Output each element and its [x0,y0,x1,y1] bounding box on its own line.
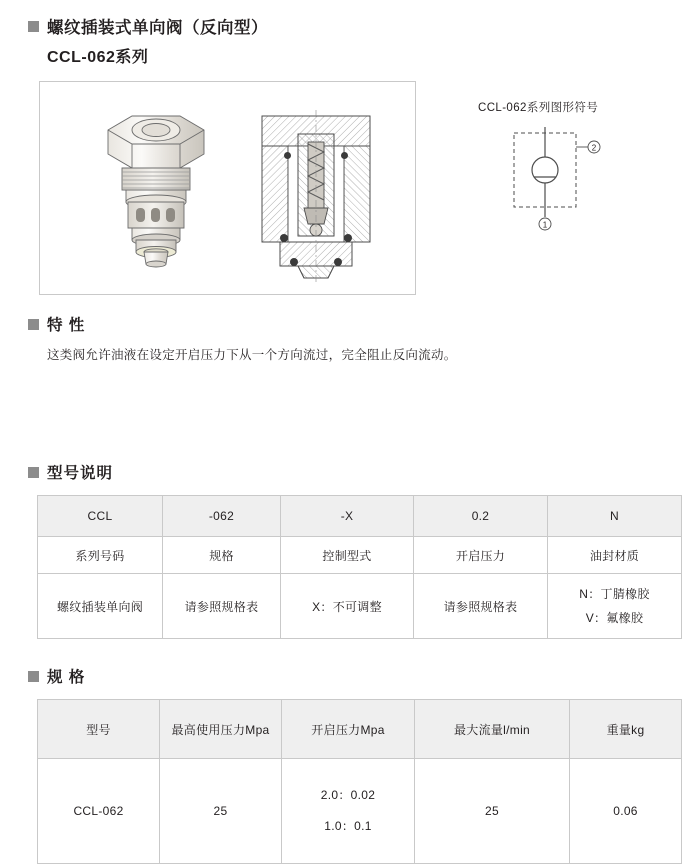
spec-header-cell: 最高使用压力Mpa [160,700,282,759]
spec-crack-pressure-cell [282,759,415,864]
spec-title: 规 格 [47,669,86,686]
symbol-section [478,99,698,230]
table-row [38,700,682,759]
page-subtitle: CCL-062系列 [47,49,149,66]
spec-header-cell: 开启压力Mpa [282,700,415,759]
table-row [38,759,682,864]
spec-header-cell: 重量kg [570,700,682,759]
model-title: 型号说明 [47,465,114,482]
main-title-row [28,14,672,38]
model-header-cell: -X [281,496,414,537]
bullet-square-icon [28,467,39,478]
cartridge-section-view [262,110,370,284]
spec-heading [28,665,672,687]
bullet-square-icon [28,21,39,32]
specification-table [37,699,682,864]
svg-text:2: 2 [591,143,597,153]
bullet-square-icon [28,671,39,682]
model-heading [28,461,672,483]
model-meaning-cell: 规格 [163,537,281,574]
crack-pressure-line-1: 2.0：0.02 [320,787,376,802]
symbol-svg [500,125,610,235]
crack-pressure-line-2: 1.0：0.1 [324,819,372,833]
model-meaning-cell: 系列号码 [38,537,163,574]
model-detail-cell: 螺纹插装单向阀 [38,574,163,639]
seal-option-v: V：氟橡胶 [585,611,644,625]
spec-model-cell: CCL-062 [38,759,160,864]
table-row [38,537,682,574]
model-detail-cell: X：不可调整 [281,574,414,639]
model-explanation-table [37,495,682,639]
feature-heading [28,313,672,335]
product-drawing-svg [40,82,415,294]
model-meaning-cell: 油封材质 [548,537,682,574]
symbol-caption: CCL-062系列图形符号 [478,102,599,114]
table-row [38,574,682,639]
bullet-square-icon [28,319,39,330]
svg-text:1: 1 [542,220,548,230]
figure-row [28,81,672,303]
model-header-cell: 0.2 [414,496,548,537]
model-header-cell: N [548,496,682,537]
feature-title: 特 性 [47,317,86,334]
model-header-cell: -062 [163,496,281,537]
table-row [38,496,682,537]
spec-header-cell: 最大流量l/min [415,700,570,759]
cartridge-3d-view [108,116,204,267]
spec-header-cell: 型号 [38,700,160,759]
product-drawing-box [39,81,416,295]
spec-max-pressure-cell: 25 [160,759,282,864]
model-detail-cell: 请参照规格表 [414,574,548,639]
model-meaning-cell: 控制型式 [281,537,414,574]
model-detail-cell: 请参照规格表 [163,574,281,639]
spec-weight-cell: 0.06 [570,759,682,864]
model-meaning-cell: 开启压力 [414,537,548,574]
symbol-diagram [500,125,597,230]
feature-description: 这类阀允许油液在设定开启压力下从一个方向流过，完全阻止反向流动。 [47,348,457,362]
seal-material-cell [548,574,682,639]
seal-option-n: N：丁腈橡胶 [579,587,650,601]
model-header-cell: CCL [38,496,163,537]
page-title: 螺纹插装式单向阀（反向型） [47,19,268,37]
title-block [28,0,672,67]
spec-max-flow-cell: 25 [415,759,570,864]
